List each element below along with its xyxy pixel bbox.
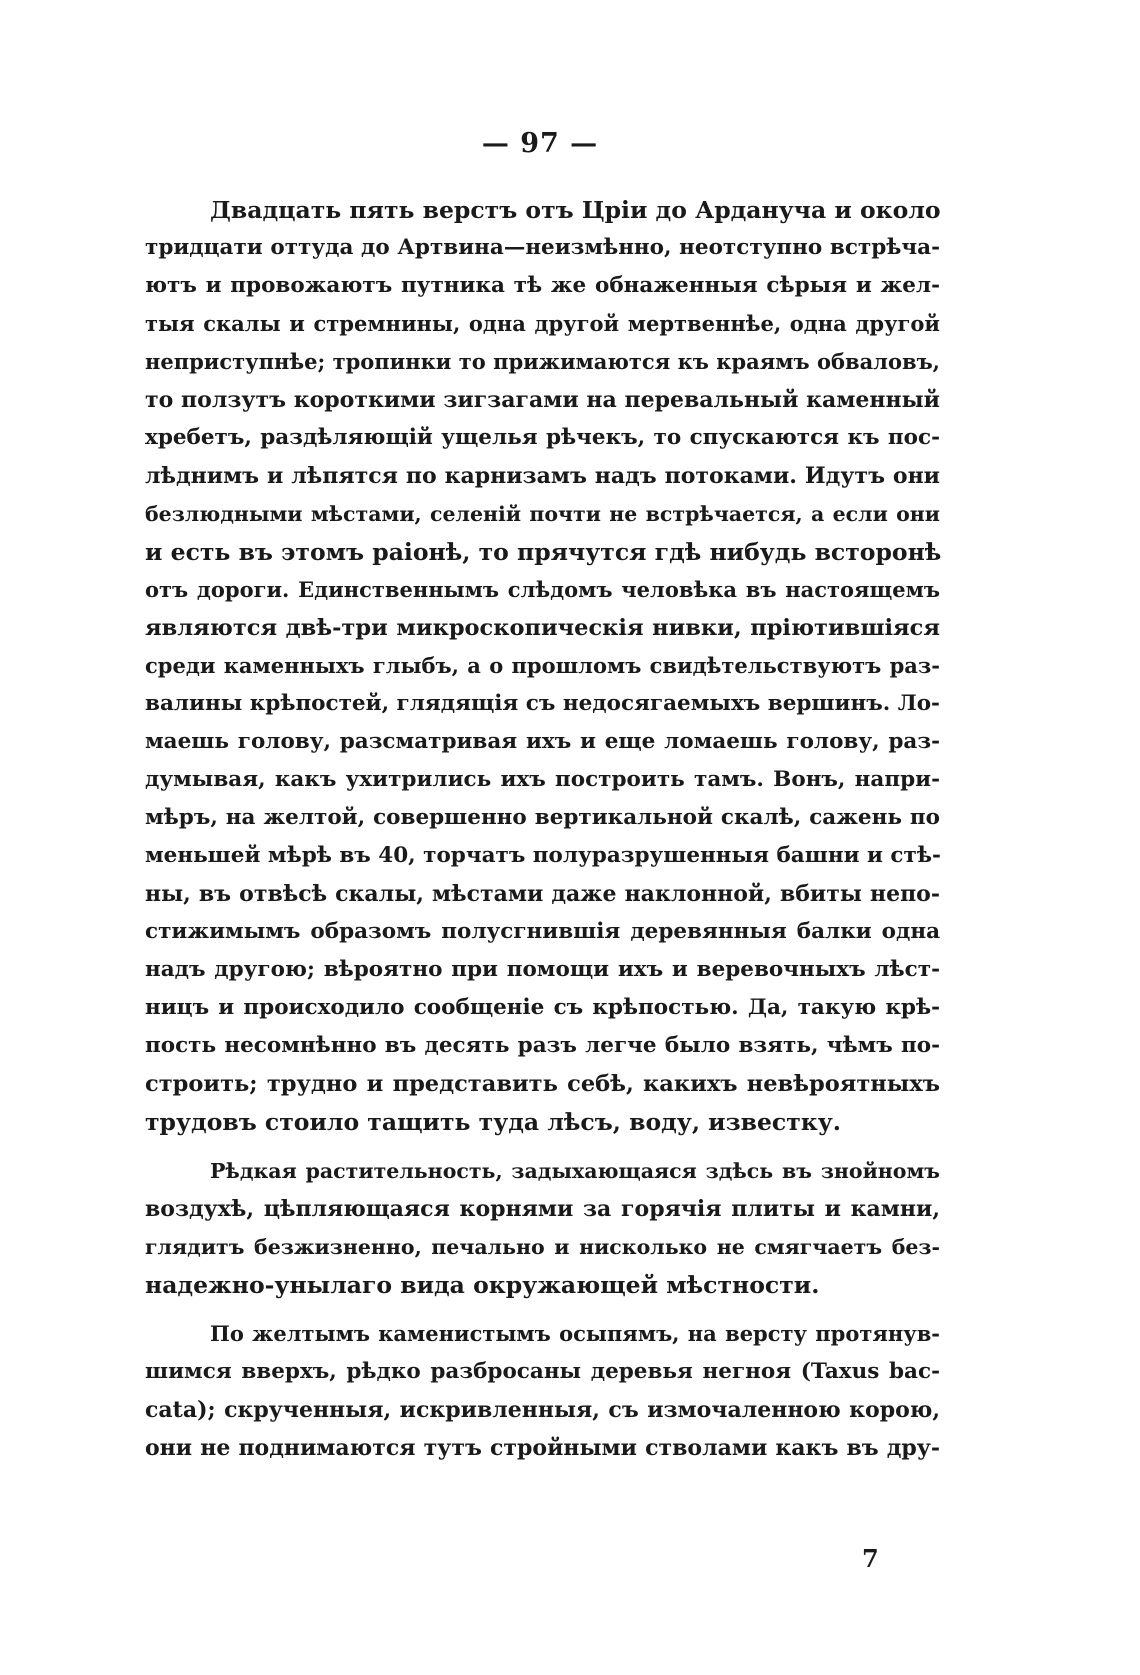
text-line: отъ дороги. Единственнымъ слѣдомъ человѣка въ настоящемъ <box>145 577 940 602</box>
paragraph <box>145 191 940 1141</box>
text-line: По желтымъ каменистымъ осыпямъ, на версту протянув- <box>210 1321 940 1346</box>
text-line: они не поднимаются тутъ стройными стволами какъ въ дру- <box>145 1435 940 1461</box>
text-line: Двадцать пять верстъ отъ Црiи до Ардануча и около <box>210 196 941 224</box>
text-line: трудовъ стоило тащить туда лѣсъ, воду, известку. <box>145 1108 841 1136</box>
text-line: надежно-унылаго вида окружающей мѣстности. <box>145 1271 820 1299</box>
text-line: неприступнѣе; тропинки то прижимаются къ краямъ обваловъ, <box>145 349 940 374</box>
text-line: являются двѣ-три микроскопическiя нивки, прiютившiяся <box>145 615 940 641</box>
text-line: ницъ и происходило сообщенiе съ крѣпостью. Да, такую крѣ- <box>145 995 940 1020</box>
text-line: меньшей мѣрѣ въ 40, торчатъ полуразрушенныя башни и стѣ- <box>145 843 941 868</box>
text-line: хребетъ, раздѣляющiй ущелья рѣчекъ, то спускаются къ пос- <box>145 425 940 450</box>
text-line: cata); скрученныя, искривленныя, съ измочаленною корою, <box>145 1397 940 1423</box>
text-line: воздухѣ, цѣпляющаяся корнями за горячiя плиты и камни, <box>145 1196 940 1222</box>
text-line: тыя скалы и стремнины, одна другой мертвеннѣе, одна другой <box>145 311 940 336</box>
text-line: строить; трудно и представить себѣ, какихъ невѣроятныхъ <box>145 1071 940 1097</box>
text-line: надъ другою; вѣроятно при помощи ихъ и веревочныхъ лѣст- <box>145 957 940 982</box>
text-line: безлюдными мѣстами, селенiй почти не встрѣчается, а если они <box>145 502 940 526</box>
text-line: думывая, какъ ухитрились ихъ построить тамъ. Вонъ, напри- <box>145 767 940 792</box>
paragraph <box>145 1315 940 1467</box>
body-text <box>145 191 940 1467</box>
text-line: ютъ и провожаютъ путника тѣ же обнаженныя сѣрыя и жел- <box>145 273 940 298</box>
text-line: пость несомнѣнно въ десять разъ легче было взять, чѣмъ по- <box>145 1033 940 1058</box>
text-line: и есть въ этомъ раiонѣ, то прячутся гдѣ нибудь всторонѣ <box>145 538 942 566</box>
text-line: среди каменныхъ глыбъ, а о прошломъ свидѣтельствуютъ раз- <box>145 653 940 678</box>
text-line: шимся вверхъ, рѣдко разбросаны деревья негноя (Taxus bac- <box>145 1359 940 1384</box>
text-line: то ползутъ короткими зигзагами на перевальный каменный <box>145 387 940 413</box>
page-number: — 97 — <box>481 128 599 159</box>
text-line: тридцати оттуда до Артвина—неизмѣнно, неотступно встрѣча- <box>145 235 940 260</box>
text-line: ны, въ отвѣсѣ скалы, мѣстами даже наклонной, вбиты непо- <box>145 881 940 907</box>
text-line: мѣръ, на желтой, совершенно вертикальной скалѣ, сажень по <box>145 805 940 830</box>
text-line: стижимымъ образомъ полусгнившiя деревянныя балки одна <box>145 919 940 944</box>
text-line: лѣднимъ и лѣпятся по карнизамъ надъ потоками. Идутъ они <box>145 463 940 489</box>
text-line: глядитъ безжизненно, печально и нисколько не смягчаетъ без- <box>145 1235 940 1259</box>
text-line: валины крѣпостей, глядящiя съ недосягаемыхъ вершинъ. Ло- <box>145 691 940 716</box>
text-line: маешь голову, разсматривая ихъ и еще ломаешь голову, раз- <box>145 729 940 754</box>
signature-mark: 7 <box>862 1544 879 1573</box>
paragraph <box>145 1152 940 1304</box>
text-line: Рѣдкая растительность, задыхающаяся здѣсь въ знойномъ <box>210 1159 940 1183</box>
